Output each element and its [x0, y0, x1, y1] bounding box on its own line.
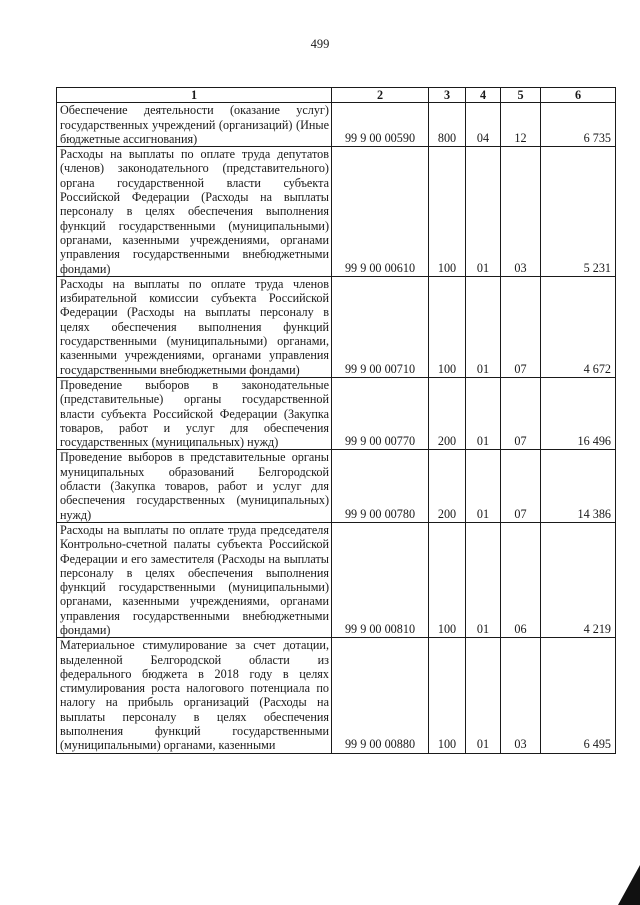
header-col-6: 6 — [541, 88, 616, 103]
row-col5: 07 — [501, 276, 541, 377]
row-col5: 12 — [501, 103, 541, 147]
table-row — [57, 377, 616, 449]
row-description: Проведение выборов в законодательные (представительные) органы государственной власти субъекта Российской Федерации (Закупка товаров, работ и услуг для обеспечения государственных (муниципальных) нужд) — [57, 377, 332, 449]
row-description: Расходы на выплаты по оплате труда членов избирательной комиссии субъекта Российской Федерации (Расходы на выплаты персоналу в целях обеспечения выполнения функций государственными (муниципальными) органами, казенными учреждениями, органами управления государственными внебюджетными фондами) — [57, 276, 332, 377]
header-col-2: 2 — [332, 88, 429, 103]
page-number: 499 — [310, 37, 330, 51]
budget-table — [56, 87, 616, 754]
row-amount: 6 495 — [541, 638, 616, 753]
row-code: 99 9 00 00590 — [332, 103, 429, 147]
row-code: 99 9 00 00710 — [332, 276, 429, 377]
table-row — [57, 147, 616, 277]
row-code: 99 9 00 00880 — [332, 638, 429, 753]
row-code: 99 9 00 00810 — [332, 522, 429, 637]
row-code: 99 9 00 00770 — [332, 377, 429, 449]
row-col3: 100 — [429, 638, 466, 753]
table-row — [57, 450, 616, 522]
table-row — [57, 276, 616, 377]
row-amount: 4 672 — [541, 276, 616, 377]
row-amount: 4 219 — [541, 522, 616, 637]
row-col5: 03 — [501, 638, 541, 753]
row-code: 99 9 00 00780 — [332, 450, 429, 522]
header-row — [57, 88, 616, 103]
row-amount: 6 735 — [541, 103, 616, 147]
row-col4: 01 — [466, 377, 501, 449]
row-col3: 100 — [429, 276, 466, 377]
row-code: 99 9 00 00610 — [332, 147, 429, 277]
row-col3: 800 — [429, 103, 466, 147]
header-col-5: 5 — [501, 88, 541, 103]
row-col3: 200 — [429, 450, 466, 522]
row-amount: 14 386 — [541, 450, 616, 522]
row-description: Обеспечение деятельности (оказание услуг) государственных учреждений (организаций) (Иные бюджетные ассигнования) — [57, 103, 332, 147]
row-description: Материальное стимулирование за счет дотации, выделенной Белгородской области из федерального бюджета в 2018 году в целях стимулирования роста налогового потенциала по налогу на прибыль организаций (Расходы на выплаты персоналу в целях обеспечения выполнения функций государственными (муниципальными) органами, казенными — [57, 638, 332, 753]
row-col4: 01 — [466, 147, 501, 277]
row-col3: 100 — [429, 522, 466, 637]
row-description: Расходы на выплаты по оплате труда председателя Контрольно-счетной палаты субъекта Российской Федерации и его заместителя (Расходы на выплаты персоналу в целях обеспечения выполнения функций государственными (муниципальными) органами, казенными учреждениями, органами управления государственными внебюджетными фондами) — [57, 522, 332, 637]
header-col-4: 4 — [466, 88, 501, 103]
row-col4: 01 — [466, 450, 501, 522]
header-col-3: 3 — [429, 88, 466, 103]
row-col4: 01 — [466, 638, 501, 753]
table-row — [57, 638, 616, 753]
header-col-1: 1 — [57, 88, 332, 103]
table-row — [57, 522, 616, 637]
row-col4: 01 — [466, 276, 501, 377]
row-col3: 200 — [429, 377, 466, 449]
row-col5: 07 — [501, 450, 541, 522]
page-corner-mark — [618, 865, 640, 905]
table-row — [57, 103, 616, 147]
row-col4: 04 — [466, 103, 501, 147]
row-description: Расходы на выплаты по оплате труда депутатов (членов) законодательного (представительного) органа государственной власти субъекта Российской Федерации (Расходы на выплаты персоналу в целях обеспечения выполнения функций государственными (муниципальными) органами, казенными учреждениями, органами управления государственными внебюджетными фондами) — [57, 147, 332, 277]
row-col5: 06 — [501, 522, 541, 637]
row-col3: 100 — [429, 147, 466, 277]
row-col5: 07 — [501, 377, 541, 449]
row-col5: 03 — [501, 147, 541, 277]
row-amount: 16 496 — [541, 377, 616, 449]
row-col4: 01 — [466, 522, 501, 637]
row-description: Проведение выборов в представительные органы муниципальных образований Белгородской области (Закупка товаров, работ и услуг для обеспечения государственных (муниципальных) нужд) — [57, 450, 332, 522]
row-amount: 5 231 — [541, 147, 616, 277]
